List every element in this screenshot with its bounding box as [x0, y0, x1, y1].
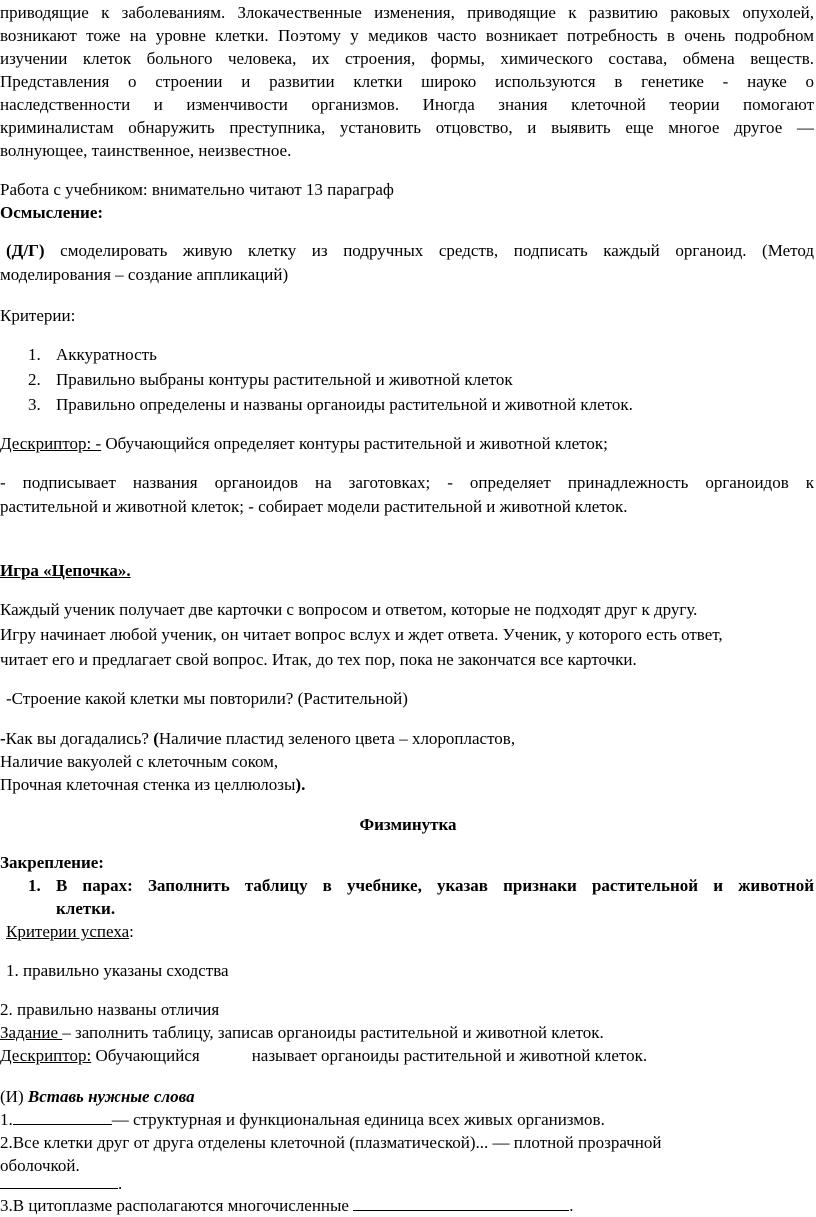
fill-blank[interactable] [13, 1108, 112, 1125]
fill-words-heading [0, 1085, 814, 1108]
list-item-number: 2. [28, 370, 41, 389]
fill-item-end: . [569, 1196, 574, 1215]
descriptor-label: Дескриптор: [0, 1046, 92, 1065]
success-criteria-label: Критерии успеха [6, 922, 130, 941]
fill-item-text: — структурная и функциональная единица всех живых организмов. [111, 1110, 605, 1129]
model-task-text: смоделировать живую клетку из подручных средств, подписать каждый органоид. (Метод [60, 241, 815, 260]
descriptor-more-line: - подписывает названия органоидов на заготовках; - определяет принадлежность органоидов к [0, 473, 814, 492]
fill-item-end: . [118, 1174, 123, 1193]
model-task-label: (Д/Г) [6, 241, 45, 260]
game-title: Игра «Цепочка». [0, 561, 131, 580]
game-text-line: читает его и предлагает свой вопрос. Итак, до тех пор, пока не закончатся все карточки. [0, 650, 637, 669]
question-1: -Строение какой клетки мы повторили? (Растительной) [6, 689, 408, 708]
descriptor-label: Дескриптор: - [0, 434, 102, 453]
fill-item-1 [0, 1108, 814, 1131]
textbook-work: Работа с учебником: внимательно читают 13 параграф [0, 180, 394, 199]
comprehension-heading: Осмысление: [0, 203, 104, 222]
fill-item-text: 3.В цитоплазме располагаются многочисленные [0, 1196, 354, 1215]
success-criteria-colon: : [129, 922, 134, 941]
pairs-task-line: В парах: Заполнить таблицу в учебнике, указав признаки растительной и животной [56, 876, 814, 895]
list-item-text: Правильно определены и названы органоиды растительной и животной клеток. [56, 395, 633, 414]
pairs-task-number: 1. [28, 876, 41, 895]
fill-words-title: Вставь нужные слова [27, 1087, 195, 1106]
intro-line: волнующее, таинственное, неизвестное. [0, 141, 292, 160]
list-item-text: Аккуратность [56, 345, 157, 364]
fill-item-2-line: 2.Все клетки друг от друга отделены клеточной (плазматической)... — плотной прозрачной [0, 1133, 662, 1152]
question-text: Как вы догадались? [5, 729, 154, 748]
intro-line: Представления о строении и развитии клетки широко используются в генетике - науке о [0, 72, 814, 91]
answer-open-paren: ( [153, 729, 159, 748]
answer-text: Прочная клеточная стенка из целлюлозы [0, 775, 296, 794]
answer-close-paren: ). [295, 775, 306, 794]
success-criteria [6, 920, 816, 943]
fill-item-2-line: оболочкой. [0, 1156, 80, 1175]
descriptor-text: Обучающийся определяет контуры растительной и животной клеток; [101, 434, 608, 453]
fill-blank[interactable] [353, 1194, 569, 1211]
question-dash: - [0, 729, 6, 748]
list-item-number: 1. [28, 345, 41, 364]
descriptor-more-line: растительной и животной клеток; - собирает модели растительной и животной клеток. [0, 497, 628, 516]
fill-item-3 [0, 1194, 814, 1217]
list-item-number: 3. [28, 395, 41, 414]
success-item: 2. правильно названы отличия [0, 1000, 220, 1019]
fill-words-prefix: (И) [0, 1087, 28, 1106]
fill-item-number: 1. [0, 1110, 13, 1129]
answer-text: Наличие пластид зеленого цвета – хлоропластов, [158, 729, 516, 748]
assignment [0, 1021, 814, 1044]
descriptor-text: называет органоиды растительной и животной клеток. [251, 1046, 648, 1065]
intro-line: приводящие к заболеваниям. Злокачественные изменения, приводящие к развитию раковых опухолей, [0, 3, 814, 22]
model-task-line [6, 239, 814, 262]
consolidation-heading: Закрепление: [0, 853, 104, 872]
assignment-text: – заполнить таблицу, записав органоиды растительной и животной клеток. [62, 1023, 604, 1042]
assignment-label: Задание [0, 1023, 63, 1042]
game-text-line: Игру начинает любой ученик, он читает вопрос вслух и ждет ответа. Ученик, у которого есть ответ, [0, 625, 723, 644]
question-2-line [0, 773, 814, 796]
model-task-line2: моделирования – создание аппликаций) [0, 265, 289, 284]
pairs-task-line: клетки. [56, 899, 116, 918]
descriptor-1 [0, 432, 814, 455]
descriptor-2 [0, 1044, 814, 1067]
fill-item-2-answer [0, 1172, 814, 1195]
intro-line: возникают тоже на уровне клетки. Поэтому у медиков часто возникает потребность в очень подробном [0, 26, 814, 45]
question-2-line: Наличие вакуолей с клеточным соком, [0, 752, 279, 771]
question-2-line [0, 727, 814, 750]
intro-line: наследственности и изменчивости организмов. Иногда знания клеточной теории помогают [0, 95, 814, 114]
success-item: 1. правильно указаны сходства [6, 961, 229, 980]
descriptor-text: Обучающийся [91, 1046, 200, 1065]
criteria-heading: Критерии: [0, 306, 76, 325]
list-item-text: Правильно выбраны контуры растительной и животной клеток [56, 370, 513, 389]
game-text-line: Каждый ученик получает две карточки с вопросом и ответом, которые не подходят друг к другу. [0, 600, 698, 619]
fill-blank[interactable] [0, 1172, 118, 1189]
fizminutka-heading: Физминутка [359, 815, 457, 834]
intro-line: изучении клеток больного человека, их строения, формы, химического состава, обмена веществ. [0, 49, 814, 68]
intro-line: криминалистам обнаружить преступника, установить отцовство, и выявить еще многое другое — [0, 118, 814, 137]
